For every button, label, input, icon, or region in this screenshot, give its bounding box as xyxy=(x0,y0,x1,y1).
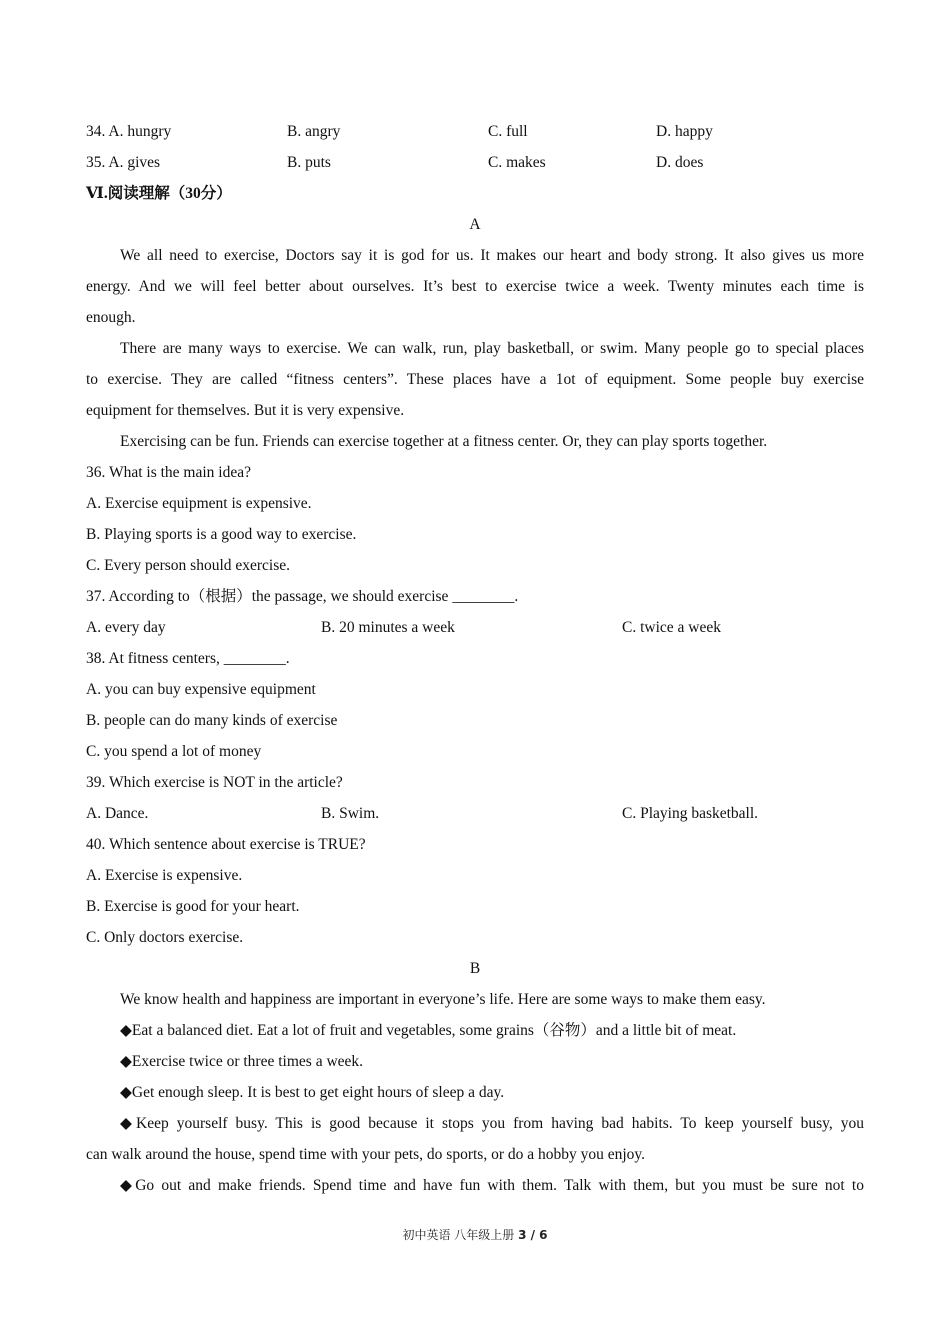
q38-option-a: A. you can buy expensive equipment xyxy=(86,681,316,698)
q38-stem: 38. At fitness centers, ________. xyxy=(86,650,290,667)
passage-a-p2-line3: equipment for themselves. But it is very expensive. xyxy=(86,402,405,419)
passage-b-heading: B xyxy=(469,960,481,977)
q35-option-c: C. makes xyxy=(488,154,546,171)
q40-option-a: A. Exercise is expensive. xyxy=(86,867,243,884)
passage-a-p2-line2: to exercise. They are called “fitness centers”. These places have a 1ot of equipment. Some people buy exercise xyxy=(86,371,864,388)
q36-option-b: B. Playing sports is a good way to exercise. xyxy=(86,526,357,543)
q37-option-a: A. every day xyxy=(86,619,166,636)
passage-b-bullet-friends: ◆Go out and make friends. Spend time and have fun with them. Talk with them, but you must be sure not to xyxy=(120,1177,864,1194)
q40-option-c: C. Only doctors exercise. xyxy=(86,929,244,946)
q36-stem: 36. What is the main idea? xyxy=(86,464,251,481)
q35-option-b: B. puts xyxy=(287,154,331,171)
passage-b-bullet-sleep: ◆Get enough sleep. It is best to get eight hours of sleep a day. xyxy=(120,1084,505,1101)
document-page xyxy=(86,116,864,1201)
q39-options xyxy=(86,798,864,829)
q38-option-b: B. people can do many kinds of exercise xyxy=(86,712,338,729)
question-34 xyxy=(86,116,864,147)
passage-a-p1-line2: energy. And we will feel better about ourselves. It’s best to exercise twice a week. Twenty minutes each time is xyxy=(86,278,864,295)
passage-b-bullet-diet: ◆Eat a balanced diet. Eat a lot of fruit and vegetables, some grains（谷物）and a little bit of meat. xyxy=(120,1022,737,1039)
q37-stem: 37. According to（根据）the passage, we should exercise ________. xyxy=(86,588,519,605)
q40-option-b: B. Exercise is good for your heart. xyxy=(86,898,300,915)
q36-option-c: C. Every person should exercise. xyxy=(86,557,291,574)
passage-b-bullet-busy-line2: can walk around the house, spend time with your pets, do sports, or do a hobby you enjoy. xyxy=(86,1146,646,1163)
q39-option-c: C. Playing basketball. xyxy=(622,805,759,822)
page-footer xyxy=(0,1226,950,1243)
passage-a-p1-line1: We all need to exercise, Doctors say it is god for us. It makes our heart and body strong. It also gives us more xyxy=(120,247,864,264)
q37-options xyxy=(86,612,864,643)
section-title: Ⅵ.阅读理解（30分） xyxy=(86,185,232,202)
q37-option-b: B. 20 minutes a week xyxy=(321,619,455,636)
passage-a-p2-line1: There are many ways to exercise. We can walk, run, play basketball, or swim. Many people go to special places xyxy=(120,340,864,357)
passage-b-intro: We know health and happiness are important in everyone’s life. Here are some ways to make them easy. xyxy=(120,991,766,1008)
q39-option-a: A. Dance. xyxy=(86,805,149,822)
q40-stem: 40. Which sentence about exercise is TRUE? xyxy=(86,836,366,853)
q36-option-a: A. Exercise equipment is expensive. xyxy=(86,495,312,512)
q38-option-c: C. you spend a lot of money xyxy=(86,743,262,760)
q39-option-b: B. Swim. xyxy=(321,805,380,822)
passage-b-bullet-exercise: ◆Exercise twice or three times a week. xyxy=(120,1053,364,1070)
q34-option-b: B. angry xyxy=(287,123,341,140)
q34-option-d: D. happy xyxy=(656,123,713,140)
passage-a-p3: Exercising can be fun. Friends can exercise together at a fitness center. Or, they can play sports together. xyxy=(120,433,768,450)
page-number: 3 / 6 xyxy=(518,1228,548,1242)
passage-a-heading: A xyxy=(469,216,481,233)
footer-text: 初中英语 八年级上册 xyxy=(402,1228,519,1242)
q34-option-a: 34. A. hungry xyxy=(86,123,172,140)
q37-option-c: C. twice a week xyxy=(622,619,721,636)
passage-a-p1-line3: enough. xyxy=(86,309,136,326)
q39-stem: 39. Which exercise is NOT in the article? xyxy=(86,774,343,791)
q34-option-c: C. full xyxy=(488,123,528,140)
passage-b-bullet-busy-line1: ◆Keep yourself busy. This is good because it stops you from having bad habits. To keep yourself busy, you xyxy=(120,1115,864,1132)
q35-option-d: D. does xyxy=(656,154,704,171)
q35-option-a: 35. A. gives xyxy=(86,154,161,171)
question-35 xyxy=(86,147,864,178)
